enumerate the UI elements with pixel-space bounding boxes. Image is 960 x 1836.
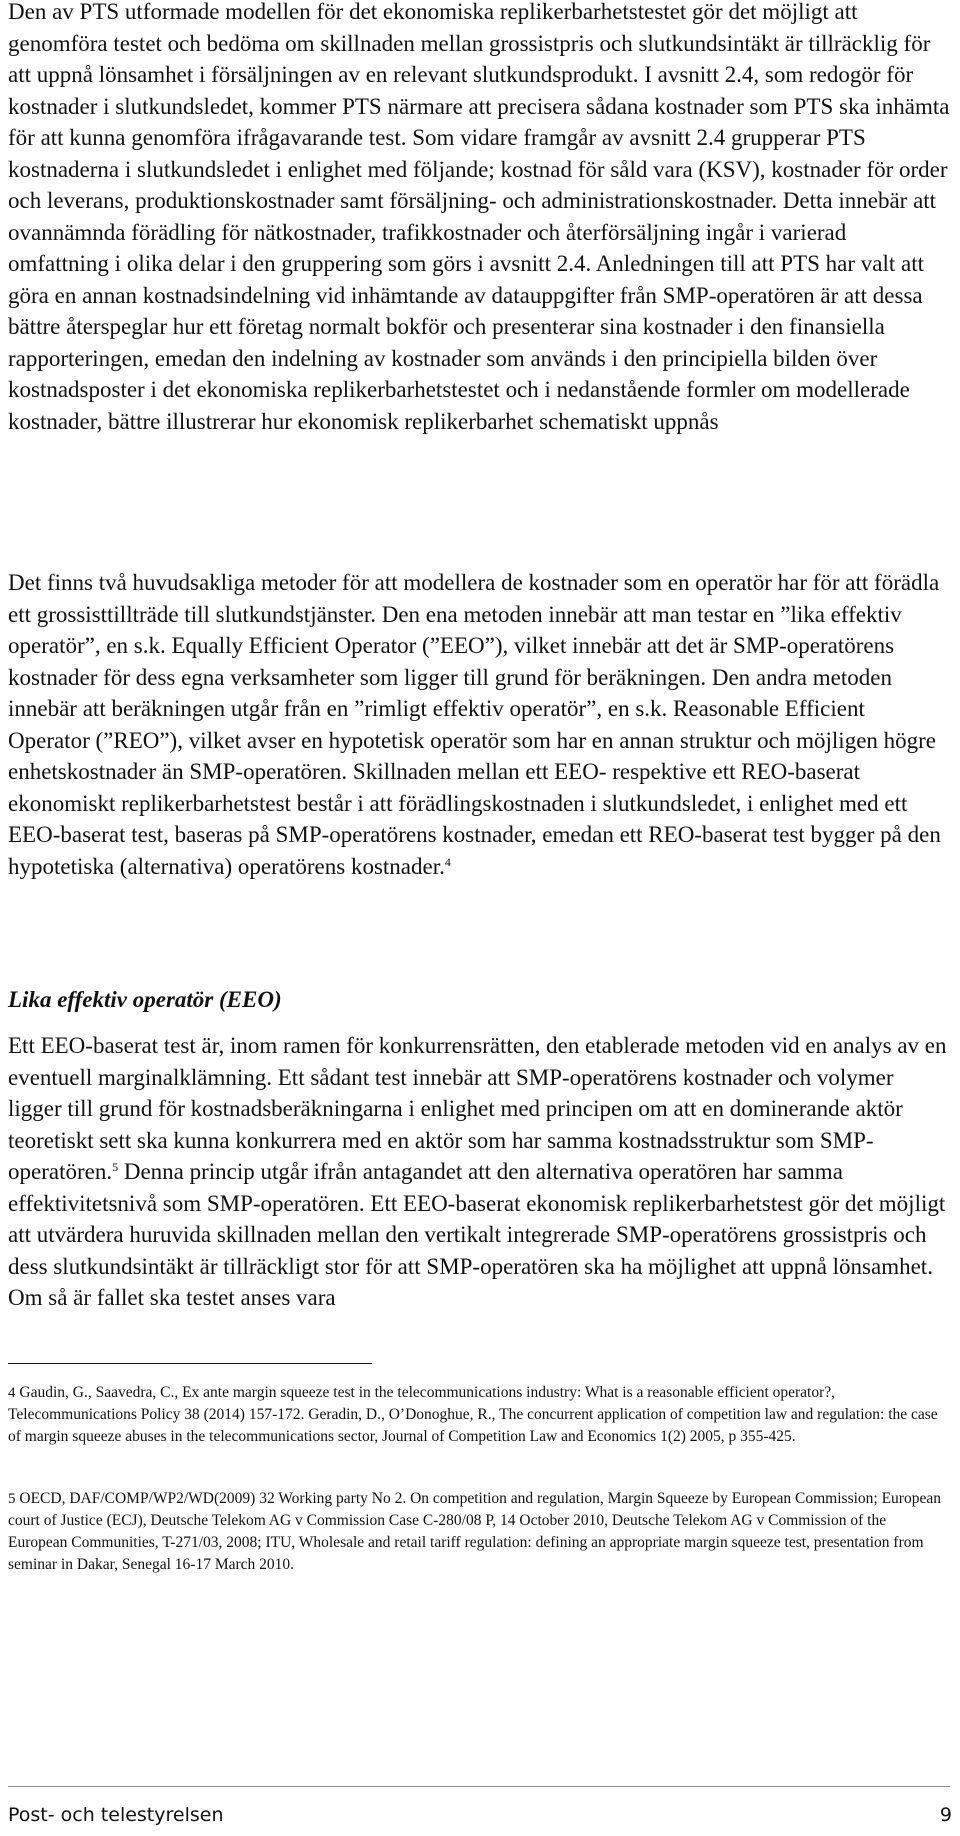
footnote-4-text: Gaudin, G., Saavedra, C., Ex ante margin squeeze test in the telecommunications industry: What is a reasonable efficient operator?, Telecommunications Policy 38 (2014) 157-172. Geradin, D., O’Donoghue, R., The concurrent application of competition law and regulation: the case of margin squeeze abuses in the telecommunications sector, Journal of Competition Law and Economics 1(2) 2005, p 355-425.	[8, 1384, 938, 1445]
body-paragraph-3	[8, 1030, 950, 1314]
footnote-separator	[8, 1363, 372, 1364]
body-paragraph-3-text-a: Ett EEO-baserat test är, inom ramen för konkurrensrätten, den etablerade metoden vid en analys av en eventuell marginalklämning. Ett sådant test innebär att SMP-operatörens kostnader och volymer ligger till grund för kostnadsberäkningarna i enlighet med principen om att en dominerande aktör teoretiskt sett ska kunna konkurrera med en aktör som har samma kostnadsstruktur som SMP-operatören.	[8, 1033, 947, 1184]
footnote-5-mark: 5	[8, 1491, 16, 1507]
body-paragraph-2	[8, 567, 950, 882]
footnote-5-text: OECD, DAF/COMP/WP2/WD(2009) 32 Working party No 2. On competition and regulation, Margin Squeeze by European Commission; European court of Justice (ECJ), Deutsche Telekom AG v Commission Case C-280/08 P, 14 October 2010, Deutsche Telekom AG v Commission of the European Communities, T-271/03, 2008; ITU, Wholesale and retail tariff regulation: defining an appropriate margin squeeze test, presentation from seminar in Dakar, Senegal 16-17 March 2010.	[8, 1490, 941, 1573]
footer-organization: Post- och telestyrelsen	[8, 1804, 224, 1826]
page-number: 9	[939, 1804, 952, 1826]
footnote-5	[8, 1488, 948, 1576]
footnote-reference-4[interactable]: 4	[444, 854, 451, 869]
body-paragraph-1: Den av PTS utformade modellen för det ekonomiska replikerbarhetstestet gör det möjligt att genomföra testet och bedöma om skillnaden mellan grossistpris och slutkundsintäkt är tillräcklig för att uppnå lönsamhet i försäljningen av en relevant slutkundsprodukt. I avsnitt 2.4, som redogör för kostnader i slutkundsledet, kommer PTS närmare att precisera sådana kostnader som PTS ska inhämta för att kunna genomföra ifrågavarande test. Som vidare framgår av avsnitt 2.4 grupperar PTS kostnaderna i slutkundsledet i enlighet med följande; kostnad för såld vara (KSV), kostnader för order och leverans, produktionskostnader samt försäljning- och administrationskostnader. Detta innebär att ovannämnda förädling för nätkostnader, trafikkostnader och återförsäljning ingår i varierad omfattning i olika delar i den gruppering som görs i avsnitt 2.4. Anledningen till att PTS har valt att göra en annan kostnadsindelning vid inhämtande av datauppgifter från SMP-operatören är att dessa bättre återspeglar hur ett företag normalt bokför och presenterar sina kostnader i den finansiella rapporteringen, emedan den indelning av kostnader som används i den principiella bilden över kostnadsposter i det ekonomiska replikerbarhetstestet och i nedanstående formler om modellerade kostnader, bättre illustrerar hur ekonomisk replikerbarhet schematiskt uppnås	[8, 0, 950, 434]
footnote-4-mark: 4	[8, 1385, 16, 1401]
footnote-reference-5[interactable]: 5	[112, 1160, 119, 1174]
body-paragraph-2-text: Det finns två huvudsakliga metoder för att modellera de kostnader som en operatör har för att förädla ett grossisttillträde till slutkundstjänster. Den ena metoden innebär att man testar en ”lika effektiv operatör”, en s.k. Equally Efficient Operator (”EEO”), vilket innebär att det är SMP-operatörens kostnader för dess egna verksamheter som ligger till grund för beräkningen. Den andra metoden innebär att beräkningen utgår från en ”rimligt effektiv operatör”, en s.k. Reasonable Efficient Operator (”REO”), vilket avser en hypotetisk operatör som har en annan struktur och möjligen högre enhetskostnader än SMP-operatören. Skillnaden mellan ett EEO- respektive ett REO-baserat ekonomiskt replikerbarhetstest består i att förädlingskostnaden i slutkundsledet, i enlighet med ett EEO-baserat test, baseras på SMP-operatörens kostnader, emedan ett REO-baserat test bygger på den hypotetiska (alternativa) operatörens kostnader.	[8, 570, 941, 879]
footer-separator	[8, 1786, 950, 1787]
section-heading: Lika effektiv operatör (EEO)	[8, 987, 282, 1012]
footnote-4	[8, 1382, 948, 1448]
body-paragraph-3-text-b: Denna princip utgår ifrån antagandet att den alternativa operatören har samma effektivitetsnivå som SMP-operatören. Ett EEO-baserat ekonomisk replikerbarhetstest gör det möjligt att utvärdera huruvida skillnaden mellan den vertikalt integrerade SMP-operatörens grossistpris och dess slutkundsintäkt är tillräckligt stor för att SMP-operatören ska ha möjlighet att uppnå lönsamhet. Om så är fallet ska testet anses vara	[8, 1159, 946, 1310]
